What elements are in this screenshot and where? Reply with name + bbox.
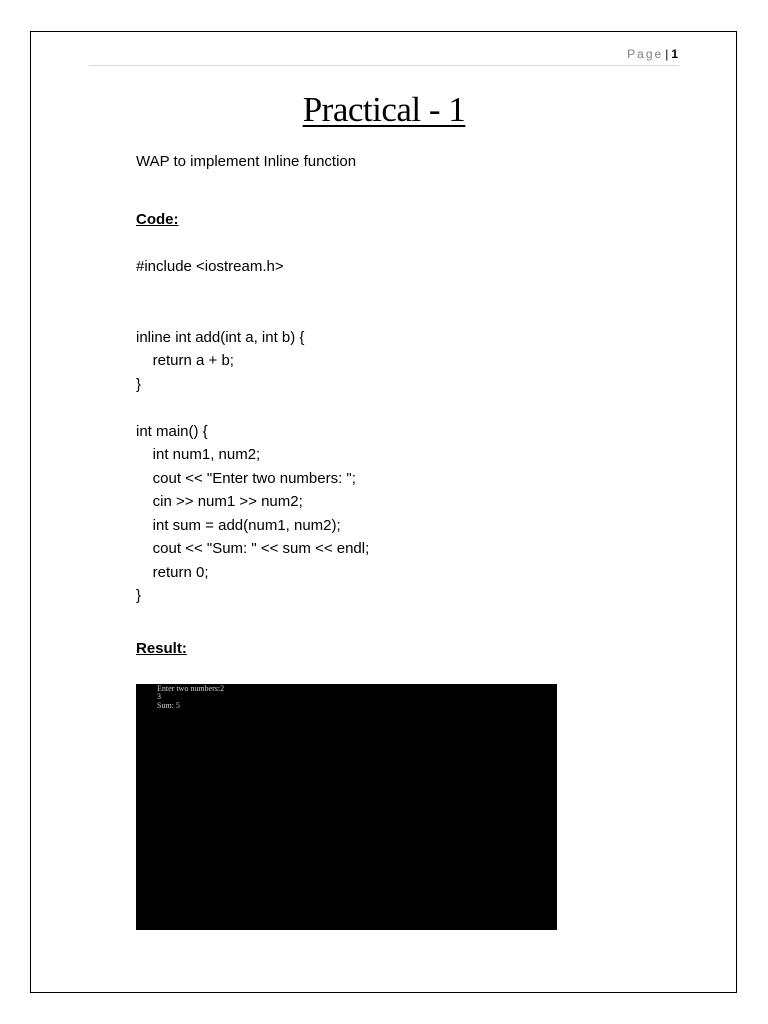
code-line: } bbox=[136, 375, 142, 393]
page-title: Practical - 1 bbox=[302, 90, 466, 129]
page-label: Page bbox=[627, 47, 664, 61]
description: WAP to implement Inline function bbox=[136, 153, 357, 170]
code-line: return 0; bbox=[136, 563, 209, 581]
code-line: int sum = add(num1, num2); bbox=[136, 516, 341, 534]
code-line: } bbox=[136, 587, 142, 604]
code-line: return a + b; bbox=[136, 352, 234, 369]
page-number: Page | 1 bbox=[627, 47, 678, 61]
code-line: cout << "Sum: " << sum << endl; bbox=[136, 540, 370, 557]
terminal-line: Enter two numbers:2 bbox=[157, 684, 225, 693]
code-line: int main() { bbox=[136, 422, 208, 440]
code-line: inline int add(int a, int b) { bbox=[136, 328, 305, 346]
code-line bbox=[136, 396, 369, 420]
code-line: cout << "Enter two numbers: "; bbox=[136, 469, 356, 487]
terminal-line: Sum: 5 bbox=[157, 701, 180, 710]
code-line: #include <iostream.h> bbox=[136, 258, 284, 275]
code-line: int num1, num2; bbox=[136, 446, 261, 463]
code-line: cin >> num1 >> num2; bbox=[136, 493, 303, 510]
code-line bbox=[136, 302, 369, 326]
terminal-line: 3 bbox=[157, 692, 161, 701]
header-rule bbox=[89, 65, 679, 66]
terminal-output-screenshot bbox=[136, 684, 557, 930]
result-heading: Result: bbox=[136, 640, 187, 657]
page-number-value: 1 bbox=[671, 47, 678, 61]
code-line bbox=[136, 279, 369, 303]
code-block bbox=[136, 255, 369, 608]
code-heading: Code: bbox=[136, 211, 179, 228]
